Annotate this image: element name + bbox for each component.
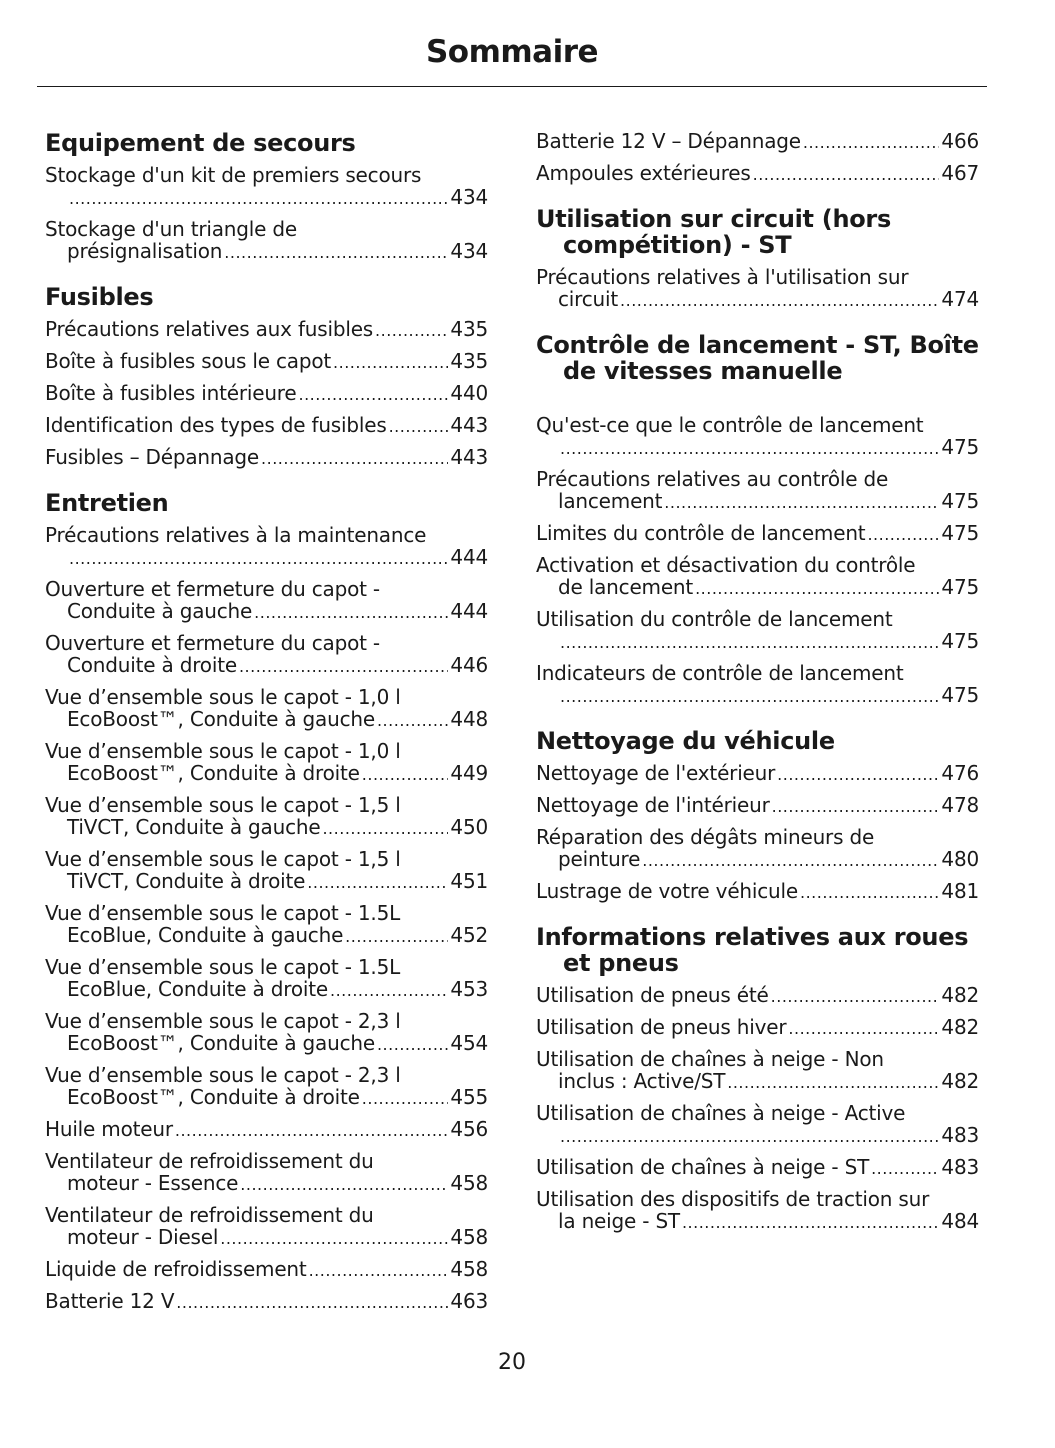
page-title: Sommaire xyxy=(425,34,599,70)
toc-page-number[interactable]: 463 xyxy=(450,1289,488,1313)
toc-entry-title: Ouverture et fermeture du capot - xyxy=(45,577,380,601)
toc-entry-continuation: Conduite à gauche xyxy=(67,599,253,623)
dot-leader xyxy=(261,446,448,470)
dot-leader xyxy=(867,522,939,546)
toc-entry-title: Utilisation de chaînes à neige - ST xyxy=(536,1155,870,1179)
toc-page-number[interactable]: 455 xyxy=(450,1085,488,1109)
toc-entry-continuation: EcoBoost™, Conduite à gauche xyxy=(67,1031,375,1055)
toc-page-number[interactable]: 475 xyxy=(941,575,979,599)
toc-page-number[interactable]: 458 xyxy=(450,1171,488,1195)
section-heading: Informations relatives aux roues et pneus xyxy=(536,923,969,977)
dot-leader xyxy=(389,414,449,438)
toc-entry-title: Batterie 12 V – Dépannage xyxy=(536,129,801,153)
toc-section xyxy=(536,728,979,904)
toc-entry[interactable] xyxy=(536,984,979,1008)
toc-entry-title: Ampoules extérieures xyxy=(536,161,751,185)
dot-leader xyxy=(69,186,448,210)
toc-entry[interactable] xyxy=(536,608,979,654)
toc-entry[interactable] xyxy=(45,1290,488,1314)
toc-entry[interactable] xyxy=(536,1102,979,1148)
toc-page-number[interactable]: 435 xyxy=(450,317,488,341)
toc-entry[interactable] xyxy=(536,130,979,154)
toc-entry[interactable] xyxy=(45,1118,488,1142)
section-heading: Contrôle de lancement - ST, Boîte de vitesses manuelle xyxy=(536,331,979,385)
toc-entry[interactable] xyxy=(45,686,488,732)
toc-entry-continuation: TiVCT, Conduite à droite xyxy=(67,869,306,893)
toc-entry-title: Indicateurs de contrôle de lancement xyxy=(536,661,904,685)
toc-entry-continuation: EcoBoost™, Conduite à gauche xyxy=(67,707,375,731)
toc-entry[interactable] xyxy=(45,740,488,786)
toc-page-number[interactable]: 482 xyxy=(941,1015,979,1039)
toc-page-number[interactable]: 482 xyxy=(941,1069,979,1093)
dot-leader xyxy=(803,130,940,154)
toc-page-number[interactable]: 434 xyxy=(450,239,488,263)
dot-leader xyxy=(299,382,449,406)
dot-leader xyxy=(377,1032,448,1056)
toc-page-number[interactable]: 444 xyxy=(450,545,488,569)
toc-page-number[interactable]: 482 xyxy=(941,983,979,1007)
toc-section xyxy=(536,332,979,708)
toc-entry-title: Utilisation des dispositifs de traction sur xyxy=(536,1187,930,1211)
dot-leader xyxy=(620,288,939,312)
toc-entry-continuation: EcoBoost™, Conduite à droite xyxy=(67,1085,360,1109)
toc-page-number[interactable]: 440 xyxy=(450,381,488,405)
toc-entry-title: Utilisation du contrôle de lancement xyxy=(536,607,893,631)
dot-leader xyxy=(560,630,939,654)
toc-entry[interactable] xyxy=(45,446,488,470)
toc-section xyxy=(536,130,979,186)
toc-entry[interactable] xyxy=(536,1156,979,1180)
toc-entry-continuation: moteur - Essence xyxy=(67,1171,239,1195)
dot-leader xyxy=(239,654,448,678)
section-heading: Equipement de secours xyxy=(45,129,356,157)
toc-page-number[interactable]: 444 xyxy=(450,599,488,623)
toc-entry-title: Qu'est-ce que le contrôle de lancement xyxy=(536,413,924,437)
toc-entry[interactable] xyxy=(45,1150,488,1196)
toc-page-number[interactable]: 478 xyxy=(941,793,979,817)
toc-entry[interactable] xyxy=(45,578,488,624)
toc-entry-title: Stockage d'un triangle de xyxy=(45,217,297,241)
dot-leader xyxy=(333,350,448,374)
toc-entry-title: Fusibles – Dépannage xyxy=(45,445,260,469)
toc-page-number[interactable]: 452 xyxy=(450,923,488,947)
toc-entry[interactable] xyxy=(45,164,488,210)
toc-entry-continuation: lancement xyxy=(558,489,663,513)
toc-entry-title: Vue d’ensemble sous le capot - 1.5L xyxy=(45,901,401,925)
toc-entry-title: Utilisation de pneus hiver xyxy=(536,1015,787,1039)
toc-entry[interactable] xyxy=(45,1258,488,1282)
toc-page-number[interactable]: 475 xyxy=(941,435,979,459)
toc-entry-continuation: la neige - ST xyxy=(558,1209,680,1233)
toc-entry-title: Vue d’ensemble sous le capot - 1,5 l xyxy=(45,793,401,817)
dot-leader xyxy=(175,1118,449,1142)
toc-section xyxy=(536,206,979,312)
toc-entry-continuation: peinture xyxy=(558,847,641,871)
toc-page-number[interactable]: 475 xyxy=(941,683,979,707)
toc-entry-title: Identification des types de fusibles xyxy=(45,413,387,437)
toc-entry-title: Utilisation de chaînes à neige - Non xyxy=(536,1047,884,1071)
toc-entry-title: Vue d’ensemble sous le capot - 1,0 l xyxy=(45,685,401,709)
toc-entry[interactable] xyxy=(45,318,488,342)
toc-entry-title: Stockage d'un kit de premiers secours xyxy=(45,163,422,187)
dot-leader xyxy=(224,240,448,264)
toc-entry[interactable] xyxy=(536,522,979,546)
toc-entry-title: Ventilateur de refroidissement du xyxy=(45,1203,374,1227)
dot-leader xyxy=(176,1290,448,1314)
toc-page-number[interactable]: 480 xyxy=(941,847,979,871)
dot-leader xyxy=(362,762,449,786)
toc-entry-title: Vue d’ensemble sous le capot - 2,3 l xyxy=(45,1063,401,1087)
dot-leader xyxy=(871,1156,939,1180)
toc-entry-title: Nettoyage de l'extérieur xyxy=(536,761,776,785)
dot-leader xyxy=(309,1258,449,1282)
toc-entry-continuation: EcoBlue, Conduite à droite xyxy=(67,977,328,1001)
toc-entry[interactable] xyxy=(45,1064,488,1110)
title-divider xyxy=(37,86,987,87)
toc-entry[interactable] xyxy=(536,468,979,514)
toc-entry-title: Batterie 12 V xyxy=(45,1289,175,1313)
toc-page-number[interactable]: 475 xyxy=(941,629,979,653)
toc-page-number[interactable]: 453 xyxy=(450,977,488,1001)
toc-entry[interactable] xyxy=(45,414,488,438)
toc-page-number[interactable]: 449 xyxy=(450,761,488,785)
toc-entry-title: Utilisation de pneus été xyxy=(536,983,769,1007)
dot-leader xyxy=(753,162,940,186)
toc-page-number[interactable]: 435 xyxy=(450,349,488,373)
toc-entry[interactable] xyxy=(536,662,979,708)
toc-entry[interactable] xyxy=(536,1048,979,1094)
toc-entry-title: Ouverture et fermeture du capot - xyxy=(45,631,380,655)
dot-leader xyxy=(682,1210,939,1234)
toc-entry-title: Boîte à fusibles sous le capot xyxy=(45,349,332,373)
toc-entry[interactable] xyxy=(536,826,979,872)
toc-entry[interactable] xyxy=(536,1188,979,1234)
toc-entry-continuation: Conduite à droite xyxy=(67,653,237,677)
toc-entry-title: Vue d’ensemble sous le capot - 2,3 l xyxy=(45,1009,401,1033)
toc-entry-title: Précautions relatives aux fusibles xyxy=(45,317,374,341)
toc-left-column xyxy=(45,130,488,1334)
toc-entry[interactable] xyxy=(45,794,488,840)
toc-entry[interactable] xyxy=(45,350,488,374)
toc-page-number[interactable]: 481 xyxy=(941,879,979,903)
toc-page-number[interactable]: 450 xyxy=(450,815,488,839)
toc-page-number[interactable]: 456 xyxy=(450,1117,488,1141)
dot-leader xyxy=(642,848,939,872)
dot-leader xyxy=(664,490,939,514)
dot-leader xyxy=(771,984,940,1008)
toc-page-number[interactable]: 454 xyxy=(450,1031,488,1055)
dot-leader xyxy=(322,816,448,840)
toc-entry-title: Activation et désactivation du contrôle xyxy=(536,553,916,577)
toc-entry-title: Vue d’ensemble sous le capot - 1,0 l xyxy=(45,739,401,763)
toc-entry[interactable] xyxy=(45,382,488,406)
toc-entry[interactable] xyxy=(45,632,488,678)
toc-entry[interactable] xyxy=(536,880,979,904)
page-number: 20 xyxy=(498,1350,526,1375)
toc-page-number[interactable]: 448 xyxy=(450,707,488,731)
dot-leader xyxy=(254,600,448,624)
toc-page-number[interactable]: 443 xyxy=(450,445,488,469)
toc-page-number[interactable]: 475 xyxy=(941,489,979,513)
dot-leader xyxy=(727,1070,939,1094)
toc-entry-title: Précautions relatives au contrôle de xyxy=(536,467,889,491)
toc-entry-title: Huile moteur xyxy=(45,1117,173,1141)
toc-page-number[interactable]: 483 xyxy=(941,1123,979,1147)
dot-leader xyxy=(560,1124,939,1148)
dot-leader xyxy=(800,880,939,904)
toc-entry-title: Précautions relatives à l'utilisation sur xyxy=(536,265,909,289)
dot-leader xyxy=(772,794,940,818)
toc-entry[interactable] xyxy=(45,524,488,570)
toc-entry-title: Lustrage de votre véhicule xyxy=(536,879,798,903)
section-heading: Nettoyage du véhicule xyxy=(536,727,835,755)
toc-entry-title: Nettoyage de l'intérieur xyxy=(536,793,770,817)
toc-entry-continuation: TiVCT, Conduite à gauche xyxy=(67,815,321,839)
section-heading: Utilisation sur circuit (hors compétition) - ST xyxy=(536,205,891,259)
dot-leader xyxy=(788,1016,939,1040)
dot-leader xyxy=(377,708,448,732)
toc-page-number[interactable]: 446 xyxy=(450,653,488,677)
toc-entry[interactable] xyxy=(45,1204,488,1250)
toc-entry[interactable] xyxy=(536,1016,979,1040)
dot-leader xyxy=(560,684,939,708)
toc-entry[interactable] xyxy=(536,162,979,186)
toc-entry-continuation: EcoBoost™, Conduite à droite xyxy=(67,761,360,785)
toc-entry[interactable] xyxy=(536,414,979,460)
toc-entry-title: Vue d’ensemble sous le capot - 1,5 l xyxy=(45,847,401,871)
dot-leader xyxy=(307,870,448,894)
toc-right-column xyxy=(536,130,979,1254)
toc-entry-title: Ventilateur de refroidissement du xyxy=(45,1149,374,1173)
toc-entry-title: Limites du contrôle de lancement xyxy=(536,521,866,545)
toc-page-number[interactable]: 475 xyxy=(941,521,979,545)
toc-page-number[interactable]: 434 xyxy=(450,185,488,209)
toc-entry-title: Vue d’ensemble sous le capot - 1.5L xyxy=(45,955,401,979)
toc-entry[interactable] xyxy=(45,1010,488,1056)
toc-section xyxy=(45,130,488,264)
toc-entry[interactable] xyxy=(536,762,979,786)
section-heading: Fusibles xyxy=(45,283,154,311)
toc-entry-title: Utilisation de chaînes à neige - Active xyxy=(536,1101,906,1125)
toc-entry[interactable] xyxy=(45,218,488,264)
dot-leader xyxy=(375,318,448,342)
toc-section xyxy=(536,924,979,1234)
toc-entry[interactable] xyxy=(536,794,979,818)
toc-entry-title: Précautions relatives à la maintenance xyxy=(45,523,427,547)
toc-entry[interactable] xyxy=(45,848,488,894)
toc-entry-title: Liquide de refroidissement xyxy=(45,1257,307,1281)
toc-page-number[interactable]: 474 xyxy=(941,287,979,311)
toc-entry[interactable] xyxy=(536,554,979,600)
dot-leader xyxy=(330,978,448,1002)
toc-page-number[interactable]: 443 xyxy=(450,413,488,437)
toc-entry-continuation: moteur - Diesel xyxy=(67,1225,219,1249)
toc-page-number[interactable]: 466 xyxy=(941,129,979,153)
toc-entry-title: Boîte à fusibles intérieure xyxy=(45,381,297,405)
toc-entry[interactable] xyxy=(536,266,979,312)
dot-leader xyxy=(69,546,448,570)
toc-page-number[interactable]: 458 xyxy=(450,1257,488,1281)
toc-entry-continuation: présignalisation xyxy=(67,239,223,263)
toc-page-number[interactable]: 476 xyxy=(941,761,979,785)
dot-leader xyxy=(220,1226,448,1250)
toc-page-number[interactable]: 458 xyxy=(450,1225,488,1249)
toc-section xyxy=(45,490,488,1314)
dot-leader xyxy=(777,762,939,786)
toc-section xyxy=(45,284,488,470)
toc-page-number[interactable]: 451 xyxy=(450,869,488,893)
toc-entry-continuation: inclus : Active/ST xyxy=(558,1069,726,1093)
dot-leader xyxy=(362,1086,449,1110)
toc-entry-title: Réparation des dégâts mineurs de xyxy=(536,825,875,849)
toc-entry[interactable] xyxy=(45,902,488,948)
toc-entry[interactable] xyxy=(45,956,488,1002)
dot-leader xyxy=(240,1172,448,1196)
toc-page-number[interactable]: 483 xyxy=(941,1155,979,1179)
dot-leader xyxy=(560,436,939,460)
dot-leader xyxy=(695,576,939,600)
toc-entry-continuation: de lancement xyxy=(558,575,694,599)
toc-entry-continuation: EcoBlue, Conduite à gauche xyxy=(67,923,344,947)
section-heading: Entretien xyxy=(45,489,169,517)
toc-page-number[interactable]: 484 xyxy=(941,1209,979,1233)
dot-leader xyxy=(345,924,448,948)
toc-entry-continuation: circuit xyxy=(558,287,619,311)
toc-page-number[interactable]: 467 xyxy=(941,161,979,185)
